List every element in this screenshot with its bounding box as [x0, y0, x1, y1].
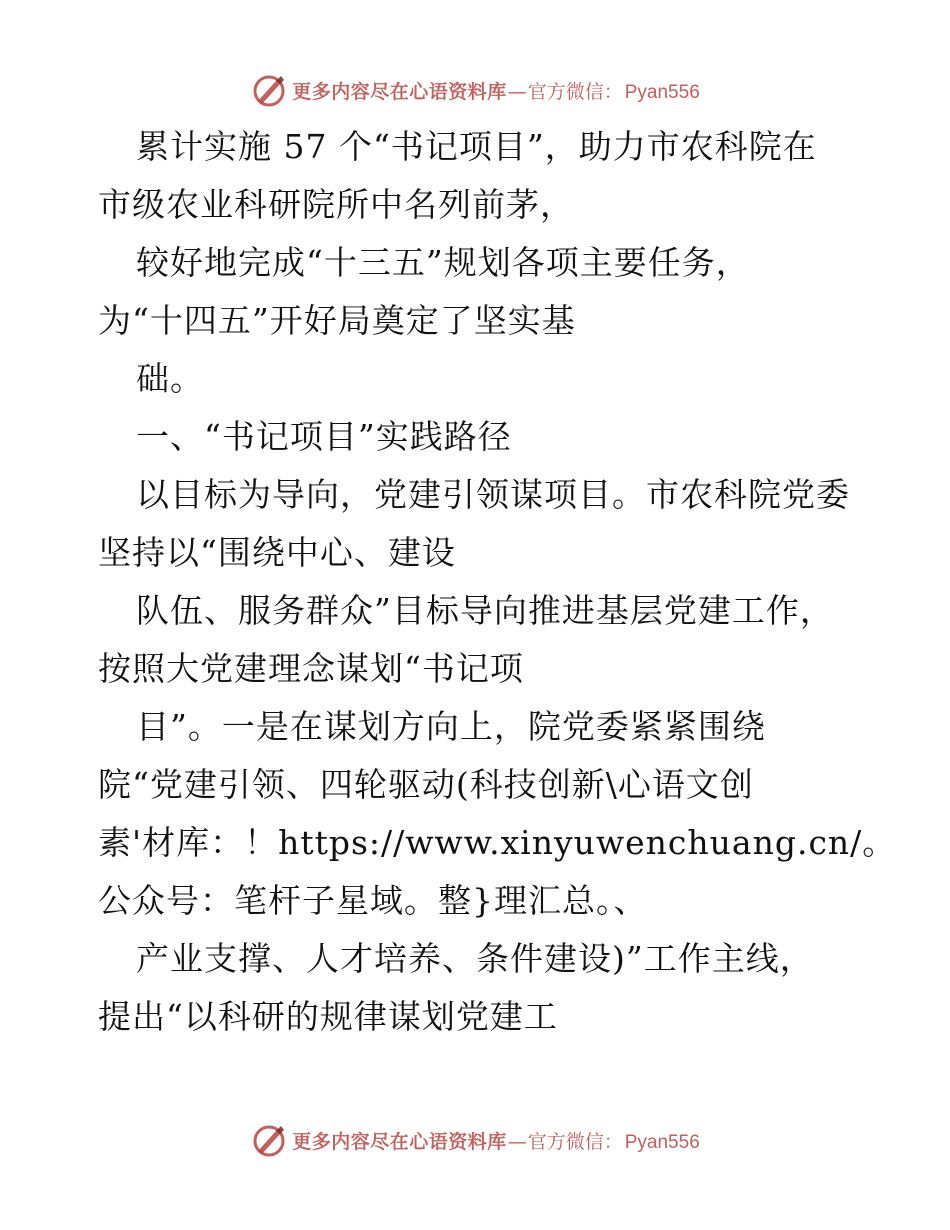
pen-logo-icon	[250, 71, 288, 109]
document-body	[98, 118, 897, 1046]
pen-logo-icon	[250, 1121, 288, 1159]
watermark-dash: —	[507, 1130, 527, 1153]
section-heading: 一、“书记项目”实践路径	[136, 417, 512, 456]
body-line: 公众号：笔杆子星域。整}理汇总。、	[98, 881, 648, 920]
watermark-wechat-id: Pyan556	[624, 1131, 700, 1153]
watermark-wechat-label: 官方微信：	[527, 1130, 623, 1153]
body-line: 础。	[136, 359, 204, 398]
body-line: 累计实施 57 个“书记项目”，助力市农科院在	[136, 127, 817, 166]
body-line: 按照大党建理念谋划“书记项	[98, 649, 524, 688]
watermark-text	[292, 1127, 700, 1154]
body-line: 队伍、服务群众”目标导向推进基层党建工作，	[136, 591, 834, 630]
watermark-wechat-label: 官方微信：	[527, 80, 623, 103]
body-line: 市级农业科研院所中名列前茅，	[98, 185, 574, 224]
body-line: 产业支撑、人才培养、条件建设)”工作主线，	[136, 939, 814, 978]
body-line: 较好地完成“十三五”规划各项主要任务，	[136, 243, 750, 282]
watermark-wechat-id: Pyan556	[624, 81, 700, 103]
body-line: 院“党建引领、四轮驱动(科技创新\心语文创	[98, 765, 754, 804]
watermark-banner-top	[0, 68, 950, 112]
watermark-banner-bottom	[0, 1118, 950, 1162]
body-line: 坚持以“围绕中心、建设	[98, 533, 456, 572]
watermark-dash: —	[507, 80, 527, 103]
watermark-main-text: 更多内容尽在心语资料库	[292, 80, 507, 103]
watermark-text	[292, 77, 700, 104]
watermark-main-text: 更多内容尽在心语资料库	[292, 1130, 507, 1153]
body-line: 为“十四五”开好局奠定了坚实基	[98, 301, 576, 340]
body-line: 目”。一是在谋划方向上，院党委紧紧围绕	[136, 707, 766, 746]
body-line: 以目标为导向，党建引领谋项目。市农科院党委	[136, 475, 850, 514]
body-line: 素'材库：！https://www.xinyuwenchuang.cn/。	[98, 823, 897, 862]
body-line: 提出“以科研的规律谋划党建工	[98, 997, 558, 1036]
